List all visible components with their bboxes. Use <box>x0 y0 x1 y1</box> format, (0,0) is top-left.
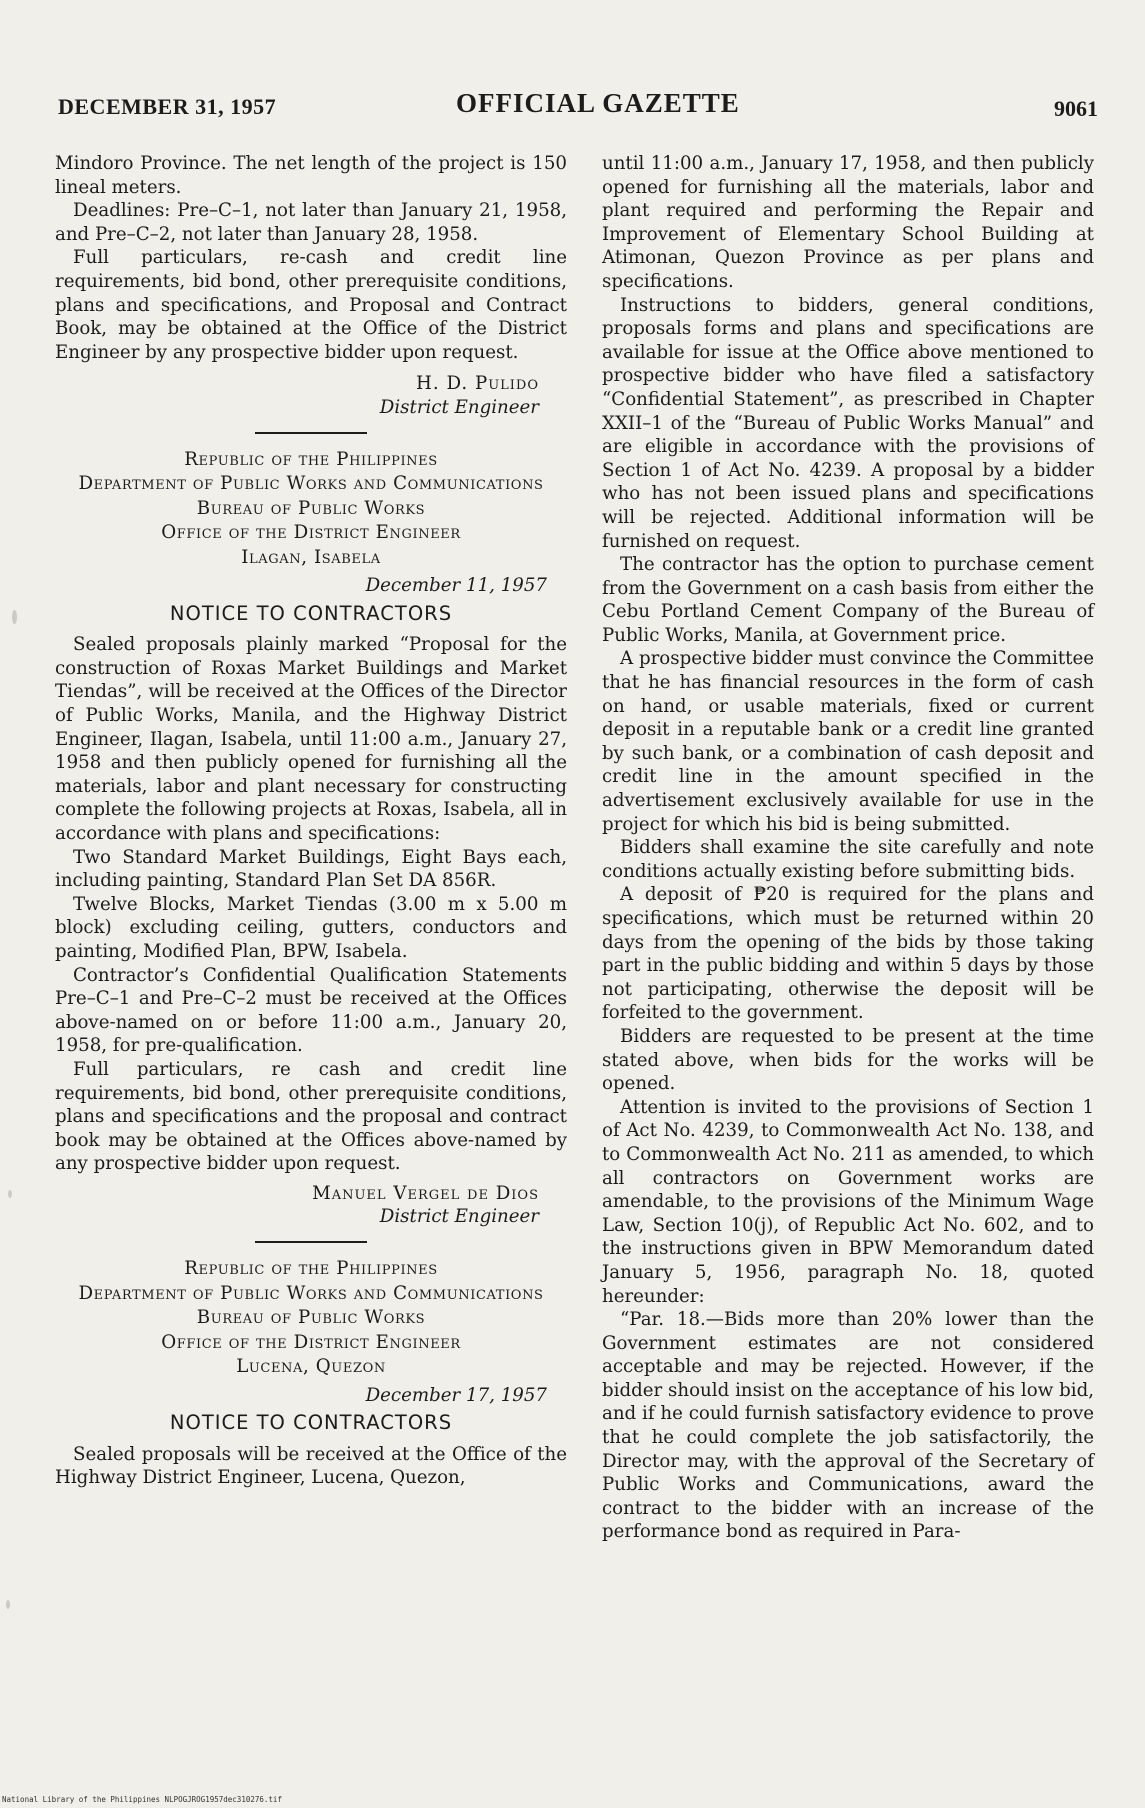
signature-block <box>55 1182 567 1229</box>
office-line: Office of the District Engineer <box>161 522 461 544</box>
office-heading <box>55 448 567 571</box>
office-line: Department of Public Works and Communications <box>78 473 544 495</box>
office-line: Republic of the Philippines <box>184 448 438 470</box>
notice-title: NOTICE TO CONTRACTORS <box>169 601 453 625</box>
paragraph: Full particulars, re cash and credit line requirements, bid bond, other prerequisite conditions, plans and specifications and the proposal and contract book may be obtained at the Offices above-named by any prospective bidder upon request. <box>55 1058 567 1175</box>
office-line: Office of the District Engineer <box>161 1331 461 1353</box>
paragraph: Full particulars, re-cash and credit line requirements, bid bond, other prerequisite conditions, plans and specifications, and Proposal and Contract Book, may be obtained at the Office of the District Engineer by any prospective bidder upon request. <box>55 247 567 363</box>
signer-title: District Engineer <box>379 396 539 418</box>
paragraph: Sealed proposals plainly marked “Proposal for the construction of Roxas Market Buildings and Market Tiendas”, will be received at the Offices of the Director of Public Works, Manila, and the Highway District Engineer, Ilagan, Isabela, until 11:00 a.m., January 27, 1958 and then publicly opened for furnishing all the materials, labor and plant necessary for constructing complete the following projects at Roxas, Isabela, all in accordance with plans and specifications: <box>55 634 567 844</box>
paragraph: Twelve Blocks, Market Tiendas (3.00 m x 5.00 m block) excluding ceiling, gutters, conductors and painting, Modified Plan, BPW, Isabela. <box>55 893 567 962</box>
paragraph: Two Standard Market Buildings, Eight Bays each, including painting, Standard Plan Set DA 856R. <box>55 846 567 892</box>
paragraph: until 11:00 a.m., January 17, 1958, and then publicly opened for furnishing all the materials, labor and plant required and performing the Repair and Improvement of Elementary School Building at Atimonan, Quezon Province as per plans and specifications. <box>602 153 1094 292</box>
office-line: Department of Public Works and Communications <box>78 1282 544 1304</box>
paragraph: Contractor’s Confidential Qualification Statements Pre–C–1 and Pre–C–2 must be received at the Offices above-named on or before 11:00 a.m., January 20, 1958, for pre-qualification. <box>55 964 567 1057</box>
signer-name: Manuel Vergel de Dios <box>312 1182 539 1204</box>
signature-block <box>55 372 567 419</box>
page-header <box>58 88 1098 128</box>
notice-title: NOTICE TO CONTRACTORS <box>169 1411 453 1435</box>
paragraph: Instructions to bidders, general conditions, proposals forms and plans and specifications are available for issue at the Office above mentioned to prospective bidder who have filed a satisfactory “Confidential Statement”, as prescribed in Chapter XXII–1 of the “Bureau of Public Works Manual” and are eligible in accordance with the provisions of Section 1 of Act No. 4239. A proposal by a bidder who has not been issued plans and specifications will be rejected. Additional information will be furnished on request. <box>602 294 1094 552</box>
office-line: Bureau of Public Works <box>196 497 426 519</box>
office-heading <box>55 1257 567 1380</box>
notice-date: December 17, 1957 <box>365 1384 547 1406</box>
right-column <box>602 152 1094 1544</box>
scan-noise <box>12 610 17 624</box>
signer-name: H. D. Pulido <box>416 373 539 395</box>
section-divider <box>255 432 367 434</box>
office-line: Ilagan, Isabela <box>241 546 381 568</box>
scan-footer: National Library of the Philippines NLPOGJROG1957dec310276.tif <box>2 1795 282 1804</box>
office-line: Bureau of Public Works <box>196 1307 426 1329</box>
paragraph: Sealed proposals will be received at the Office of the Highway District Engineer, Lucena, Quezon, <box>55 1443 567 1489</box>
office-line: Lucena, Quezon <box>236 1356 386 1378</box>
paragraph: The contractor has the option to purchase cement from the Government on a cash basis from either the Cebu Portland Cement Company of the Bureau of Public Works, Manila, at Government price. <box>602 554 1094 646</box>
scan-noise <box>8 1190 12 1198</box>
paragraph: Deadlines: Pre–C–1, not later than January 21, 1958, and Pre–C–2, not later than January 28, 1958. <box>55 200 567 245</box>
paragraph: A prospective bidder must convince the Committee that he has financial resources in the form of cash on hand, or usable materials, fixed or current deposit in a reputable bank or a credit line granted by such bank, or a combination of cash deposit and credit line in the amount specified in the advertisement exclusively available for use in the project for which his bid is being submitted. <box>602 648 1094 835</box>
paragraph: Bidders are requested to be present at the time stated above, when bids for the works will be opened. <box>602 1025 1094 1095</box>
signer-title: District Engineer <box>379 1206 539 1228</box>
left-column <box>55 152 567 1490</box>
header-page-number: 9061 <box>1054 96 1098 121</box>
paragraph: A deposit of ₱20 is required for the plans and specifications, which must be returned within 20 days from the opening of the bids by those taking part in the public bidding and within 5 days by those not participating, otherwise the deposit will be forfeited to the government. <box>602 884 1094 1024</box>
notice-date: December 11, 1957 <box>365 575 547 597</box>
paragraph: Attention is invited to the provisions of Section 1 of Act No. 4239, to Commonwealth Act No. 138, and to Commonwealth Act No. 211 as amended, to which all contractors on Government works are amendable, to the provisions of the Minimum Wage Law, Section 10(j), of Republic Act No. 602, and to the instructions given in BPW Memorandum dated January 5, 1956, paragraph No. 18, quoted hereunder: <box>602 1096 1094 1307</box>
office-line: Republic of the Philippines <box>184 1258 438 1280</box>
paragraph: Bidders shall examine the site carefully and note conditions actually existing before submitting bids. <box>602 837 1094 882</box>
section-divider <box>255 1241 367 1243</box>
scan-noise <box>6 1600 10 1609</box>
header-title: OFFICIAL GAZETTE <box>456 88 740 118</box>
header-date: DECEMBER 31, 1957 <box>58 94 277 119</box>
paragraph: “Par. 18.—Bids more than 20% lower than the Government estimates are not considered acceptable and may be rejected. However, if the bidder should insist on the acceptance of his low bid, and if he could furnish satisfactory evidence to prove that he could complete the job satisfactorily, the Director may, with the approval of the Secretary of Public Works and Communications, award the contract to the bidder with an increase of the performance bond as required in Para- <box>602 1309 1094 1543</box>
paragraph: Mindoro Province. The net length of the project is 150 lineal meters. <box>55 153 567 198</box>
